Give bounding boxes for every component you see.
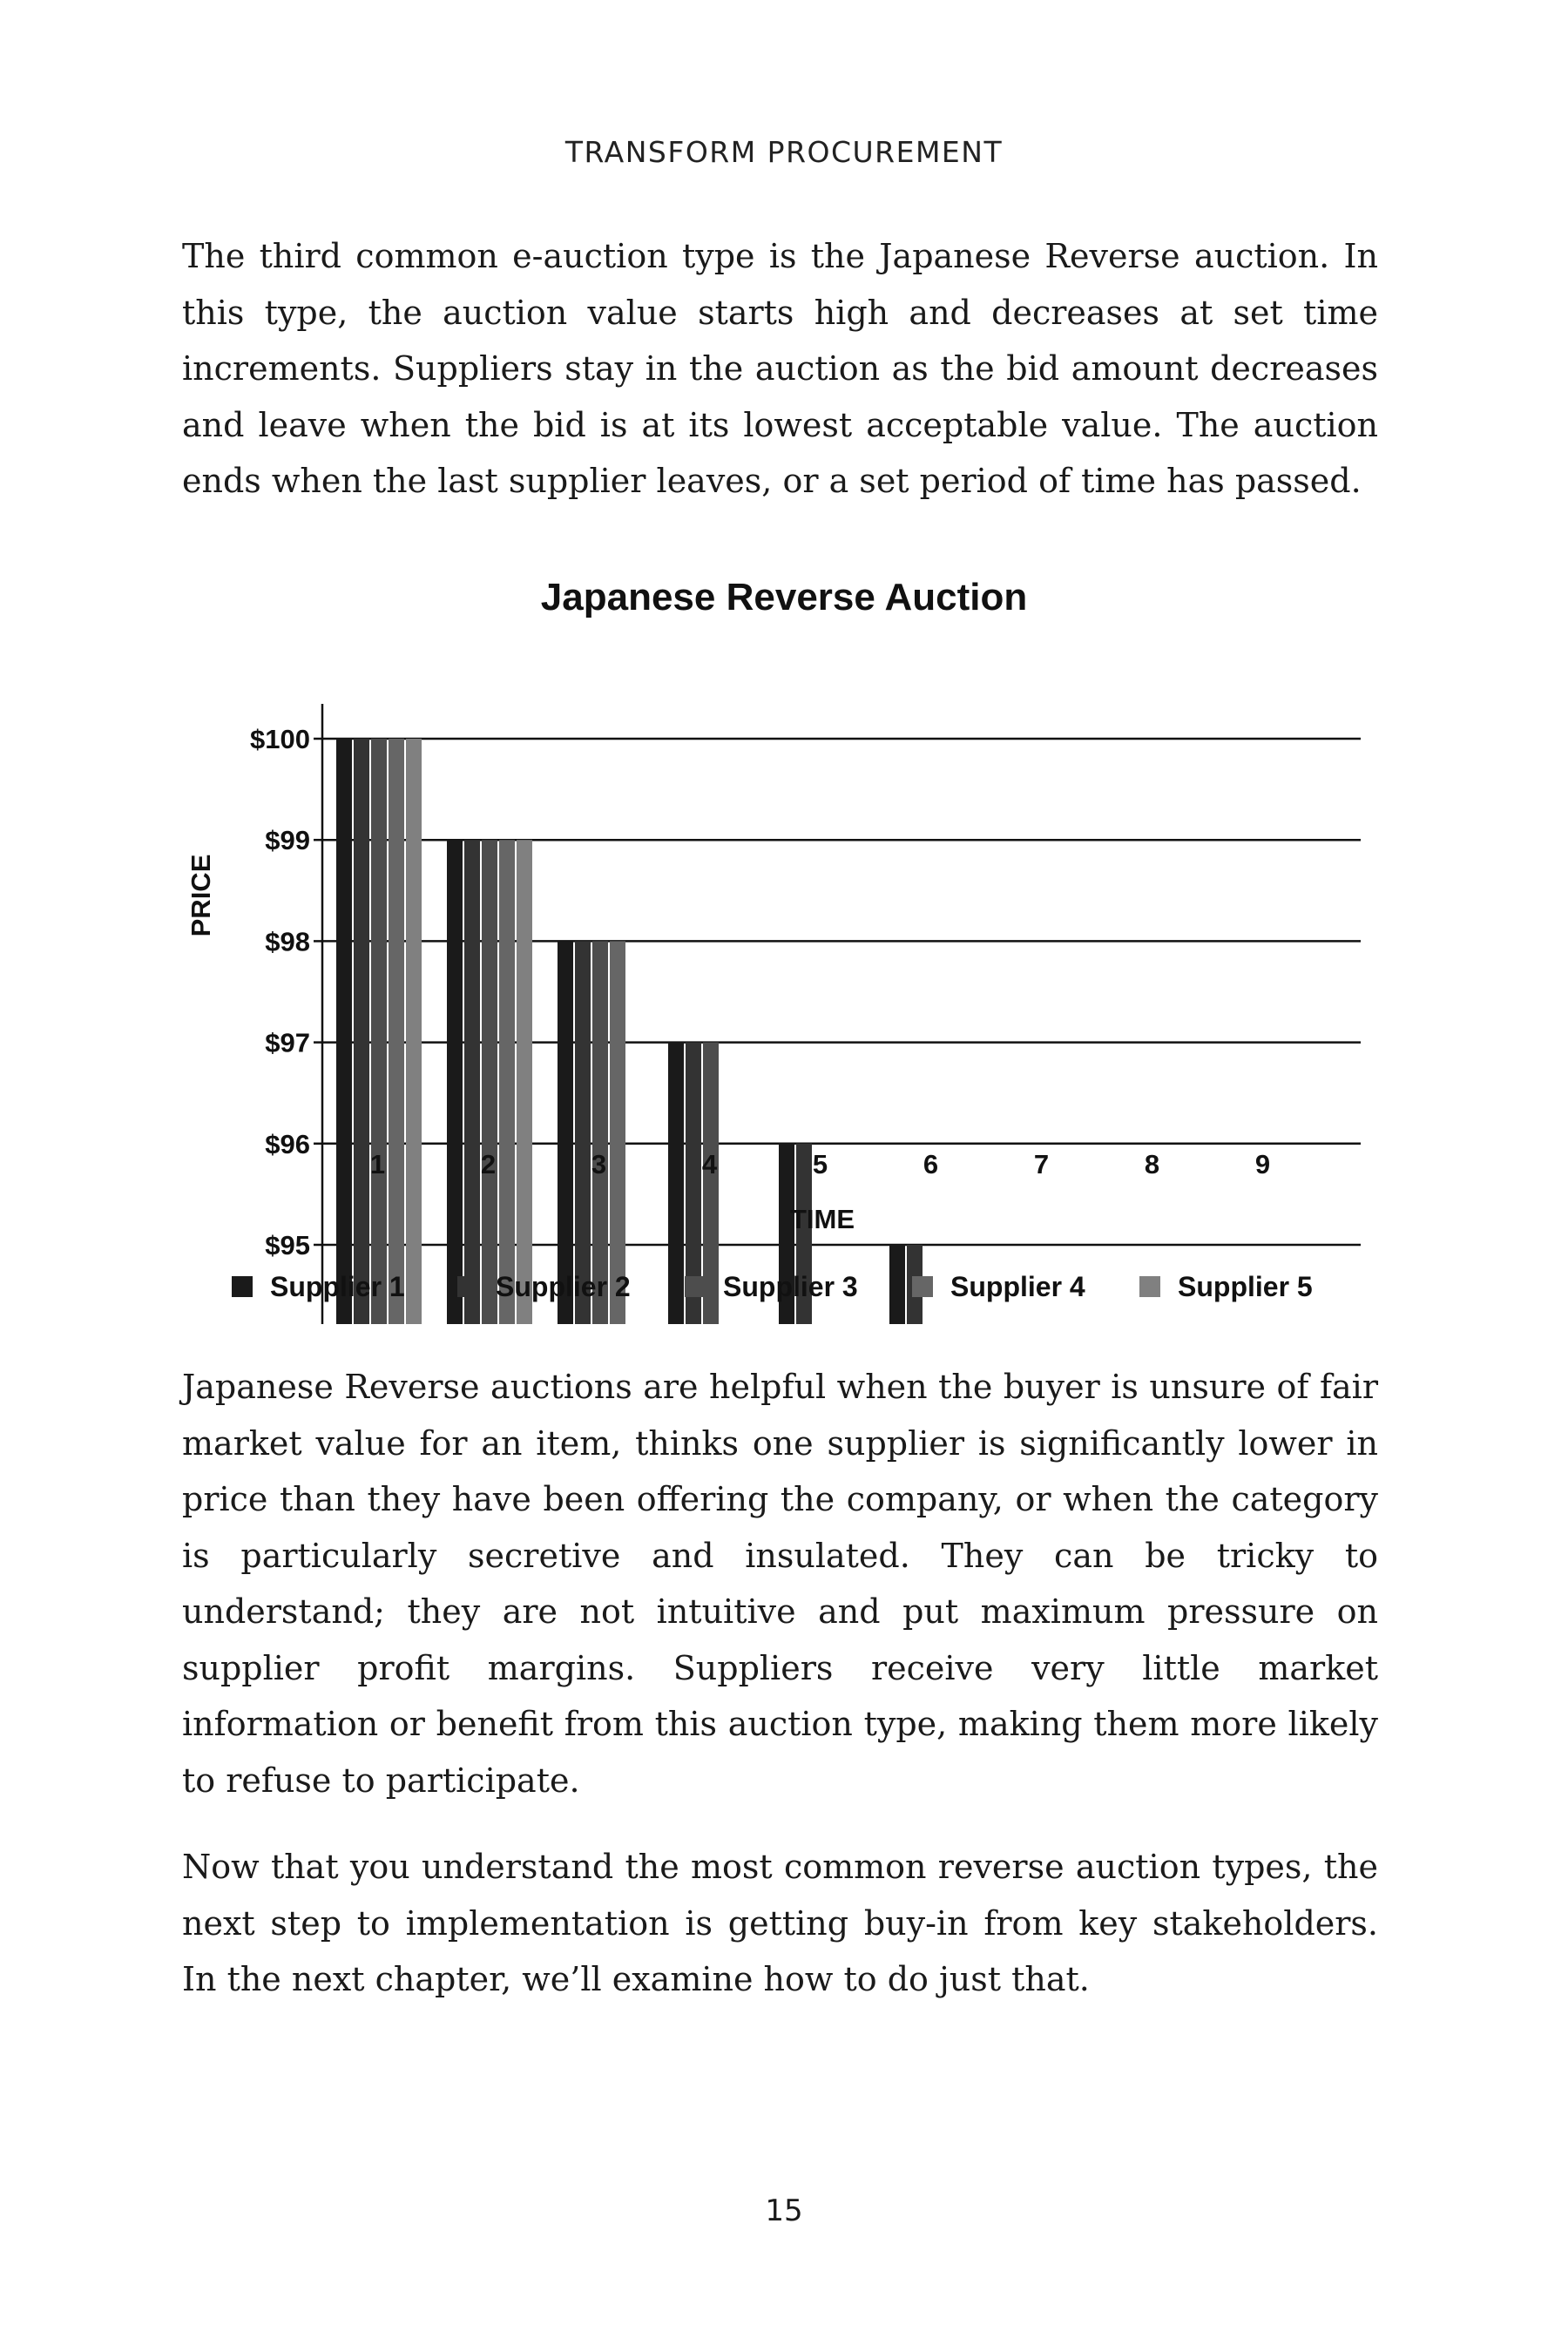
japanese-reverse-auction-chart <box>0 558 1568 1324</box>
x-tick-label: 9 <box>1254 1149 1271 1179</box>
x-axis-label: TIME <box>789 1204 855 1234</box>
bar-supplier-3-t1 <box>371 739 387 1324</box>
chart-title: Japanese Reverse Auction <box>540 576 1028 618</box>
legend-swatch-1 <box>232 1276 253 1297</box>
legend-label-4: Supplier 4 <box>950 1271 1085 1302</box>
running-header: TRANSFORM PROCUREMENT <box>564 135 1004 169</box>
y-tick-label: $98 <box>265 926 310 957</box>
paragraph-conclusion: Now that you understand the most common reverse auction types, the next step to implementation is getting buy-in from key stakeholders. In the next chapter, we’ll examine how to do just that. <box>182 1848 1378 1998</box>
y-tick-label: $96 <box>265 1128 310 1159</box>
x-tick-label: 1 <box>369 1149 386 1179</box>
bar-supplier-3-t3 <box>592 941 608 1324</box>
paragraph-usage: Japanese Reverse auctions are helpful when the buyer is unsure of fair market value for an item, thinks one supplier is significantly lower in price than they have been offering the company, or when the category is particularly secretive and insulated. They can be tricky to understand; they are not intuitive and put maximum pressure on supplier profit margins. Suppliers receive very little market information or benefit from this auction type, making them more likely to refuse to participate. <box>182 1368 1378 1800</box>
x-tick-label: 7 <box>1033 1149 1050 1179</box>
bar-supplier-2-t3 <box>575 941 591 1324</box>
legend-label-5: Supplier 5 <box>1178 1271 1313 1302</box>
y-tick-label: $99 <box>265 825 310 856</box>
x-tick-label: 6 <box>923 1149 939 1179</box>
bar-supplier-3-t2 <box>482 840 497 1324</box>
legend-swatch-4 <box>912 1276 933 1297</box>
legend-label-3: Supplier 3 <box>723 1271 858 1302</box>
bar-supplier-1-t6 <box>889 1245 905 1324</box>
bar-supplier-1-t3 <box>558 941 573 1324</box>
x-tick-label: 2 <box>480 1149 497 1179</box>
x-tick-label: 4 <box>701 1149 718 1179</box>
y-axis-label: PRICE <box>186 854 216 937</box>
y-tick-label: $97 <box>265 1027 310 1058</box>
bar-supplier-5-t2 <box>517 840 532 1324</box>
legend-swatch-5 <box>1139 1276 1160 1297</box>
bar-supplier-4-t2 <box>499 840 515 1324</box>
legend-swatch-2 <box>457 1276 478 1297</box>
legend-label-2: Supplier 2 <box>496 1271 631 1302</box>
legend-label-1: Supplier 1 <box>270 1271 405 1302</box>
bar-supplier-1-t1 <box>336 739 352 1324</box>
y-tick-label: $95 <box>265 1230 310 1260</box>
bar-supplier-5-t1 <box>406 739 422 1324</box>
bar-supplier-2-t1 <box>354 739 369 1324</box>
paragraph-intro: The third common e-auction type is the Japanese Reverse auction. In this type, the auction value starts high and decreases at set time increments. Suppliers stay in the auction as the bid amount decreases and leave when the bid is at its lowest acceptable value. The auction ends when the last supplier leaves, or a set period of time has passed. <box>182 237 1378 500</box>
x-tick-label: 8 <box>1144 1149 1160 1179</box>
bar-supplier-2-t2 <box>464 840 480 1324</box>
page-number: 15 <box>765 2193 803 2228</box>
legend-swatch-3 <box>685 1276 706 1297</box>
bar-supplier-1-t2 <box>447 840 463 1324</box>
y-tick-label: $100 <box>250 724 310 754</box>
bar-supplier-1-t4 <box>668 1043 684 1324</box>
bar-supplier-4-t1 <box>389 739 404 1324</box>
bar-supplier-4-t3 <box>610 941 625 1324</box>
x-tick-label: 5 <box>812 1149 828 1179</box>
x-tick-label: 3 <box>591 1149 607 1179</box>
